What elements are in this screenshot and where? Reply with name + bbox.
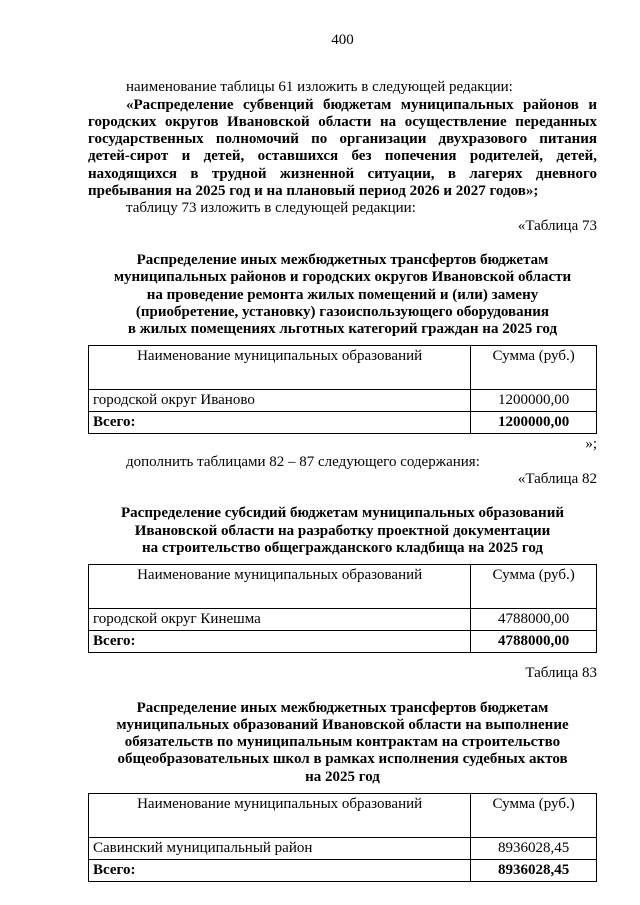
header-row [89,794,597,838]
column-header-sum: Сумма (руб.) [471,794,597,838]
heading-line: общеобразовательных школ в рамках исполнения судебных актов [117,751,568,768]
table-73-heading [88,252,597,338]
heading-line: Распределение иных межбюджетных трансфертов бюджетам [136,251,549,268]
header-row [89,565,597,609]
municipality-cell: Савинский муниципальный район [89,838,471,860]
allocation-table-73 [88,345,597,434]
table-83-heading [88,700,597,786]
heading-line: Ивановской области на разработку проектной документации [134,522,551,539]
sum-cell: 4788000,00 [471,609,597,631]
total-value-cell: 1200000,00 [471,412,597,434]
municipality-cell: городской округ Иваново [89,390,471,412]
heading-line: Распределение иных межбюджетных трансфертов бюджетам [136,699,549,716]
municipality-cell: городской округ Кинешма [89,609,471,631]
page-number: 400 [331,32,354,48]
heading-line: Распределение субсидий бюджетам муниципальных образований [121,505,564,522]
sum-cell: 8936028,45 [471,838,597,860]
total-row [89,412,597,434]
table-row [89,838,597,860]
column-header-sum: Сумма (руб.) [471,346,597,390]
heading-line: обязательств по муниципальным контрактам на строительство [124,734,561,751]
total-row [89,631,597,653]
header-row [89,346,597,390]
heading-line: на строительство общегражданского кладбища на 2025 год [141,539,544,556]
table-82-label: «Таблица 82 [517,471,597,488]
heading-line: (приобретение, установку) газоиспользующего оборудования [135,303,550,320]
column-header-municipality: Наименование муниципальных образований [89,346,471,390]
sum-cell: 1200000,00 [471,390,597,412]
allocation-table-82 [88,564,597,653]
heading-line: на проведение ремонта жилых помещений и (или) замену [146,286,539,303]
table-73-label: «Таблица 73 [517,217,597,234]
quote-closing-mark: »; [585,436,597,453]
subvention-title-paragraph: «Распределение субвенций бюджетам муниципальных районов и городских округов Ивановской области на осуществление переданных государственных полномочий по организации двухразового питания детей-сирот и детей, оставшихся без попечения родителей, детей, находящихся в трудной жизненной ситуации, в лагерях дневного пребывания на 2025 год и на плановый период 2026 и 2027 годов»; [88,96,597,200]
table-row [89,609,597,631]
total-label-cell: Всего: [89,631,471,653]
table-83-label: Таблица 83 [525,665,597,682]
table-row [89,390,597,412]
total-row [89,860,597,882]
heading-line: в жилых помещениях льготных категорий граждан на 2025 год [127,321,558,338]
intro-line-tables82-87: дополнить таблицами 82 – 87 следующего содержания: [126,453,480,470]
table-82-heading [88,505,597,557]
heading-line: на 2025 год [305,768,380,785]
column-header-municipality: Наименование муниципальных образований [89,794,471,838]
column-header-municipality: Наименование муниципальных образований [89,565,471,609]
total-value-cell: 4788000,00 [471,631,597,653]
heading-line: муниципальных районов и городских округов Ивановской области [113,269,572,286]
heading-line: муниципальных образований Ивановской области на выполнение [116,716,569,733]
total-label-cell: Всего: [89,412,471,434]
column-header-sum: Сумма (руб.) [471,565,597,609]
allocation-table-83 [88,793,597,882]
total-label-cell: Всего: [89,860,471,882]
intro-line-table61: наименование таблицы 61 изложить в следующей редакции: [126,79,513,96]
total-value-cell: 8936028,45 [471,860,597,882]
intro-line-table73: таблицу 73 изложить в следующей редакции: [126,200,416,217]
